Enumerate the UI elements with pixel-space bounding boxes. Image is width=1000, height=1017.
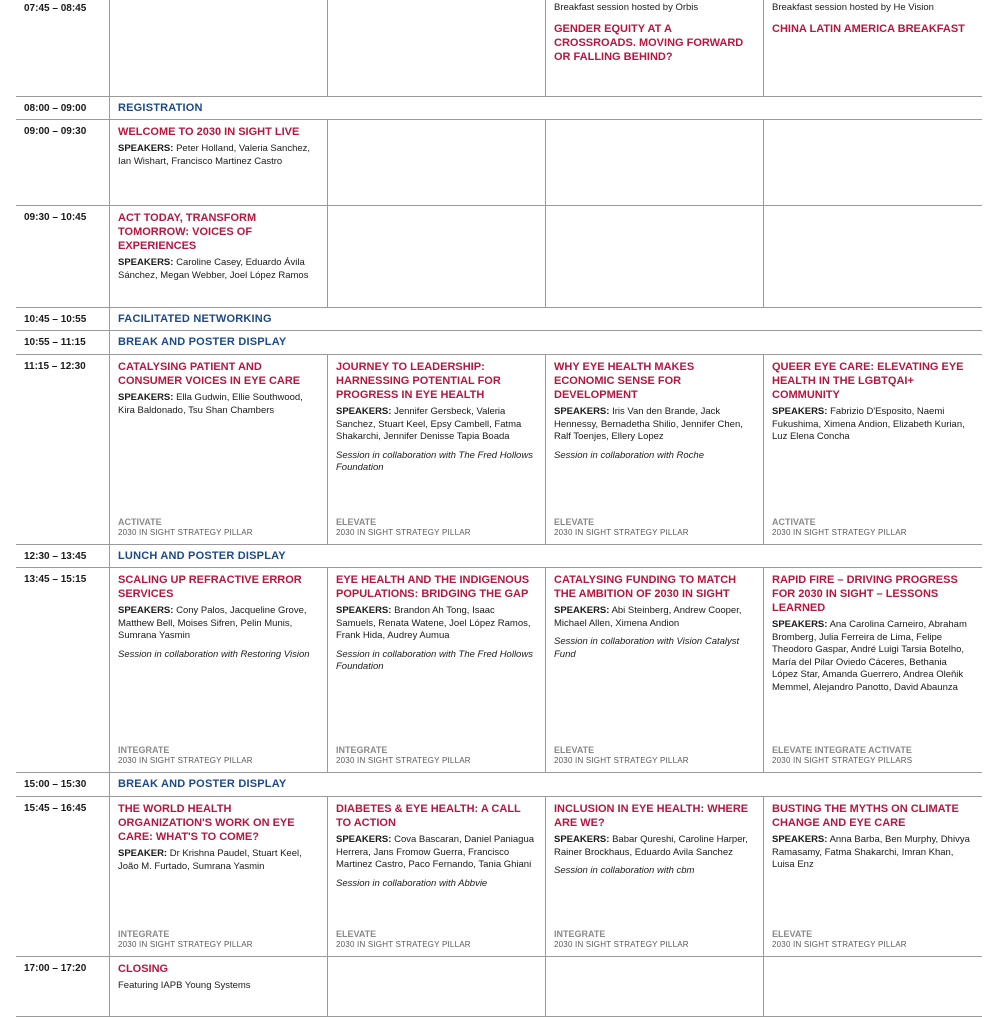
session-title[interactable]: INCLUSION IN EYE HEALTH: WHERE ARE WE? [554,803,749,829]
session-speakers [118,848,319,873]
speakers-label: SPEAKERS: [336,834,392,845]
session-collaboration: Session in collaboration with Roche [554,449,704,461]
pillar-caption: 2030 IN SIGHT STRATEGY PILLAR [118,528,253,537]
session-title[interactable]: SCALING UP REFRACTIVE ERROR SERVICES [118,574,302,600]
session-title[interactable]: DIABETES & EYE HEALTH: A CALL TO ACTION [336,803,521,829]
session-speakers [118,143,319,168]
session-speakers [118,257,319,282]
session-cell [327,120,545,205]
agenda-session-row [16,355,982,545]
pillar-name: ELEVATE [336,517,377,527]
session-collaboration: Session in collaboration with Vision Catalyst Fund [554,636,740,660]
pillar-name: ELEVATE [336,929,377,939]
speakers-label: SPEAKERS: [118,392,174,403]
speaker-names: Peter Holland, Valeria Sanchez, Ian Wishart, Francisco Martinez Castro [118,143,311,167]
time-slot: 10:45 – 10:55 [24,314,87,325]
session-title[interactable]: CHINA LATIN AMERICA BREAKFAST [772,23,965,35]
agenda-session-row [16,0,982,97]
pillar-name: ELEVATE [554,745,595,755]
session-cell [327,206,545,307]
time-slot: 13:45 – 15:15 [24,574,87,585]
pillar-name: ELEVATE [772,929,813,939]
agenda-break-row [16,545,982,568]
strategy-pillar [118,517,321,538]
pillar-name: ELEVATE INTEGRATE ACTIVATE [772,745,912,755]
session-title[interactable]: WELCOME TO 2030 IN SIGHT LIVE [118,126,300,138]
pillar-caption: 2030 IN SIGHT STRATEGY PILLAR [118,940,253,949]
speaker-names: Babar Qureshi, Caroline Harper, Rainer Brockhaus, Eduardo Avila Sanchez [554,834,748,858]
break-title: FACILITATED NETWORKING [118,313,272,325]
pillar-name: INTEGRATE [118,929,170,939]
break-title: REGISTRATION [118,102,203,114]
time-slot: 10:55 – 11:15 [24,337,86,348]
speakers-label: SPEAKER: [118,848,168,859]
session-speakers [554,834,755,859]
session-cell[interactable] [327,355,545,544]
session-cell[interactable] [109,206,327,307]
agenda-session-row [16,957,982,1017]
session-speakers [554,406,755,444]
session-speakers [336,406,537,444]
strategy-pillar [336,517,539,538]
session-cell[interactable] [545,355,763,544]
session-speakers [772,619,974,694]
session-title[interactable]: BUSTING THE MYTHS ON CLIMATE CHANGE AND EYE CARE [772,803,959,829]
break-cell [109,773,982,796]
strategy-pillar [336,745,539,766]
speaker-names: Brandon Ah Tong, Isaac Samuels, Renata Watene, Joel López Ramos, Frank Hida, Audrey Aumua [336,605,531,641]
session-collaboration: Session in collaboration with cbm [554,865,695,876]
time-slot: 12:30 – 13:45 [24,551,87,562]
pillar-name: ELEVATE [554,517,595,527]
speaker-names: Caroline Casey, Eduardo Ávila Sánchez, Megan Webber, Joel López Ramos [118,257,309,281]
pillar-name: INTEGRATE [336,745,388,755]
session-title[interactable]: QUEER EYE CARE: ELEVATING EYE HEALTH IN THE LGBTQAI+ COMMUNITY [772,361,964,401]
agenda-session-row [16,120,982,206]
session-cell[interactable] [545,568,763,772]
strategy-pillar [118,745,321,766]
pillar-caption: 2030 IN SIGHT STRATEGY PILLAR [772,528,907,537]
break-cell [109,97,982,119]
session-note: Featuring IAPB Young Systems [118,980,251,991]
session-host: Breakfast session hosted by Orbis [554,2,699,13]
speaker-names: Fabrizio D'Esposito, Naemi Fukushima, Ximena Andion, Elizabeth Kurian, Luz Elena Concha [772,406,965,442]
session-cell[interactable] [109,568,327,772]
session-title[interactable]: RAPID FIRE – DRIVING PROGRESS FOR 2030 IN SIGHT – LESSONS LEARNED [772,574,958,614]
session-cell[interactable] [763,797,982,956]
pillar-caption: 2030 IN SIGHT STRATEGY PILLARS [772,756,913,765]
session-cell[interactable] [109,120,327,205]
session-collaboration: Session in collaboration with The Fred Hollows Foundation [336,648,533,672]
speakers-label: SPEAKERS: [554,605,610,616]
strategy-pillar [554,517,757,538]
session-cell [545,120,763,205]
session-speakers [336,605,537,643]
strategy-pillar [118,929,321,950]
session-cell [109,0,327,96]
session-cell [327,957,545,1016]
pillar-name: ACTIVATE [118,517,162,527]
pillar-caption: 2030 IN SIGHT STRATEGY PILLAR [554,940,689,949]
break-cell [109,331,982,354]
time-slot: 09:30 – 10:45 [24,212,87,223]
session-cell [545,206,763,307]
session-cell[interactable] [109,957,327,1016]
agenda-break-row [16,773,982,797]
session-collaboration: Session in collaboration with The Fred Hollows Foundation [336,449,533,473]
time-slot: 11:15 – 12:30 [24,361,86,372]
session-collaboration: Session in collaboration with Restoring Vision [118,648,310,660]
break-title: BREAK AND POSTER DISPLAY [118,778,287,790]
time-slot: 15:00 – 15:30 [24,779,87,790]
pillar-name: INTEGRATE [118,745,170,755]
session-speakers [118,392,319,417]
pillar-caption: 2030 IN SIGHT STRATEGY PILLAR [118,756,253,765]
time-slot: 15:45 – 16:45 [24,803,87,814]
session-title[interactable]: GENDER EQUITY AT A CROSSROADS. MOVING FORWARD OR FALLING BEHIND? [554,23,744,63]
time-slot: 08:00 – 09:00 [24,103,87,114]
agenda-break-row [16,331,982,355]
pillar-caption: 2030 IN SIGHT STRATEGY PILLAR [554,756,689,765]
session-speakers [772,406,974,444]
break-title: LUNCH AND POSTER DISPLAY [118,550,286,562]
speakers-label: SPEAKERS: [118,605,174,616]
speakers-label: SPEAKERS: [772,834,828,845]
pillar-caption: 2030 IN SIGHT STRATEGY PILLAR [772,940,907,949]
strategy-pillar [336,929,539,950]
break-cell [109,308,982,330]
speakers-label: SPEAKERS: [118,143,174,154]
session-cell [763,957,982,1016]
session-cell[interactable] [763,0,982,96]
pillar-name: ACTIVATE [772,517,816,527]
session-title[interactable]: THE WORLD HEALTH ORGANIZATION'S WORK ON EYE CARE: WHAT'S TO COME? [118,803,295,843]
session-speakers [336,834,537,872]
speakers-label: SPEAKERS: [772,406,828,417]
speaker-names: Cova Bascaran, Daniel Paniagua Herrera, Jans Fromow Guerra, Francisco Martinez Castro, Paco Fernando, Tania Ghiani [336,834,535,870]
pillar-caption: 2030 IN SIGHT STRATEGY PILLAR [336,528,471,537]
agenda-session-row [16,797,982,957]
strategy-pillar [772,929,976,950]
speaker-names: Iris Van den Brande, Jack Hennessy, Bernadetha Shilio, Jennifer Chen, Ralf Toenjes, Ellery Lopez [554,406,743,442]
session-speakers [118,605,319,643]
break-cell [109,545,982,567]
strategy-pillar [772,517,976,538]
agenda-break-row [16,308,982,331]
session-speakers [554,605,755,630]
session-title[interactable]: EYE HEALTH AND THE INDIGENOUS POPULATIONS: BRIDGING THE GAP [336,574,530,600]
session-speakers [772,834,974,872]
session-cell [763,120,982,205]
break-title: BREAK AND POSTER DISPLAY [118,336,287,348]
speakers-label: SPEAKERS: [336,406,392,417]
pillar-caption: 2030 IN SIGHT STRATEGY PILLAR [336,756,471,765]
session-cell[interactable] [327,568,545,772]
session-cell[interactable] [109,355,327,544]
speaker-names: Dr Krishna Paudel, Stuart Keel, João M. Furtado, Sumrana Yasmin [118,848,302,872]
pillar-caption: 2030 IN SIGHT STRATEGY PILLAR [336,940,471,949]
session-cell[interactable] [763,355,982,544]
agenda-session-row [16,206,982,308]
speaker-names: Ana Carolina Carneiro, Abraham Bromberg, Julia Ferreira de Lima, Felipe Theodoro Gaspar, André Luigi Tarsia Botelho, María del Pilar Oviedo Cáceres, Bethania López Star, Amanda Guerrero, Andrea Oleňik Memmel, Alejandro Panotto, David Abaunza [772,619,967,693]
strategy-pillar [554,745,757,766]
agenda-session-row [16,568,982,773]
session-host: Breakfast session hosted by He Vision [772,2,934,13]
speaker-names: Ella Gudwin, Ellie Southwood, Kira Baldonado, Tsu Shan Chambers [118,392,303,416]
session-title[interactable]: ACT TODAY, TRANSFORM TOMORROW: VOICES OF EXPERIENCES [118,212,257,252]
session-cell[interactable] [545,797,763,956]
session-cell[interactable] [763,568,982,772]
session-title[interactable]: CATALYSING FUNDING TO MATCH THE AMBITION OF 2030 IN SIGHT [554,574,737,600]
session-title[interactable]: JOURNEY TO LEADERSHIP: HARNESSING POTENTIAL FOR PROGRESS IN EYE HEALTH [336,361,501,401]
strategy-pillar [554,929,757,950]
session-cell [763,206,982,307]
speakers-label: SPEAKERS: [554,834,610,845]
speakers-label: SPEAKERS: [554,406,610,417]
agenda-break-row [16,97,982,120]
time-slot: 07:45 – 08:45 [24,3,87,14]
session-cell[interactable] [109,797,327,956]
time-slot: 17:00 – 17:20 [24,963,87,974]
speakers-label: SPEAKERS: [118,257,174,268]
pillar-caption: 2030 IN SIGHT STRATEGY PILLAR [554,528,689,537]
time-slot: 09:00 – 09:30 [24,126,87,137]
speakers-label: SPEAKERS: [772,619,828,630]
session-collaboration: Session in collaboration with Abbvie [336,877,488,889]
session-cell[interactable] [545,0,763,96]
session-cell[interactable] [327,797,545,956]
speaker-names: Jennifer Gersbeck, Valeria Sanchez, Stuart Keel, Epsy Cambell, Fatma Shakarchi, Jennifer Denisse Tapia Boada [336,406,522,442]
speaker-names: Abi Steinberg, Andrew Cooper, Michael Allen, Ximena Andion [554,605,742,629]
session-title[interactable]: WHY EYE HEALTH MAKES ECONOMIC SENSE FOR DEVELOPMENT [554,361,695,401]
speaker-names: Cony Palos, Jacqueline Grove, Matthew Bell, Moises Sifren, Pelin Munis, Sumrana Yasmin [118,605,307,641]
speaker-names: Anna Barba, Ben Murphy, Dhivya Ramasamy, Fatma Shakarchi, Imran Khan, Luisa Enz [772,834,970,870]
session-title[interactable]: CATALYSING PATIENT AND CONSUMER VOICES IN EYE CARE [118,361,301,387]
speakers-label: SPEAKERS: [336,605,392,616]
session-cell [545,957,763,1016]
strategy-pillar [772,745,976,766]
session-cell [327,0,545,96]
session-title[interactable]: CLOSING [118,963,169,975]
pillar-name: INTEGRATE [554,929,606,939]
